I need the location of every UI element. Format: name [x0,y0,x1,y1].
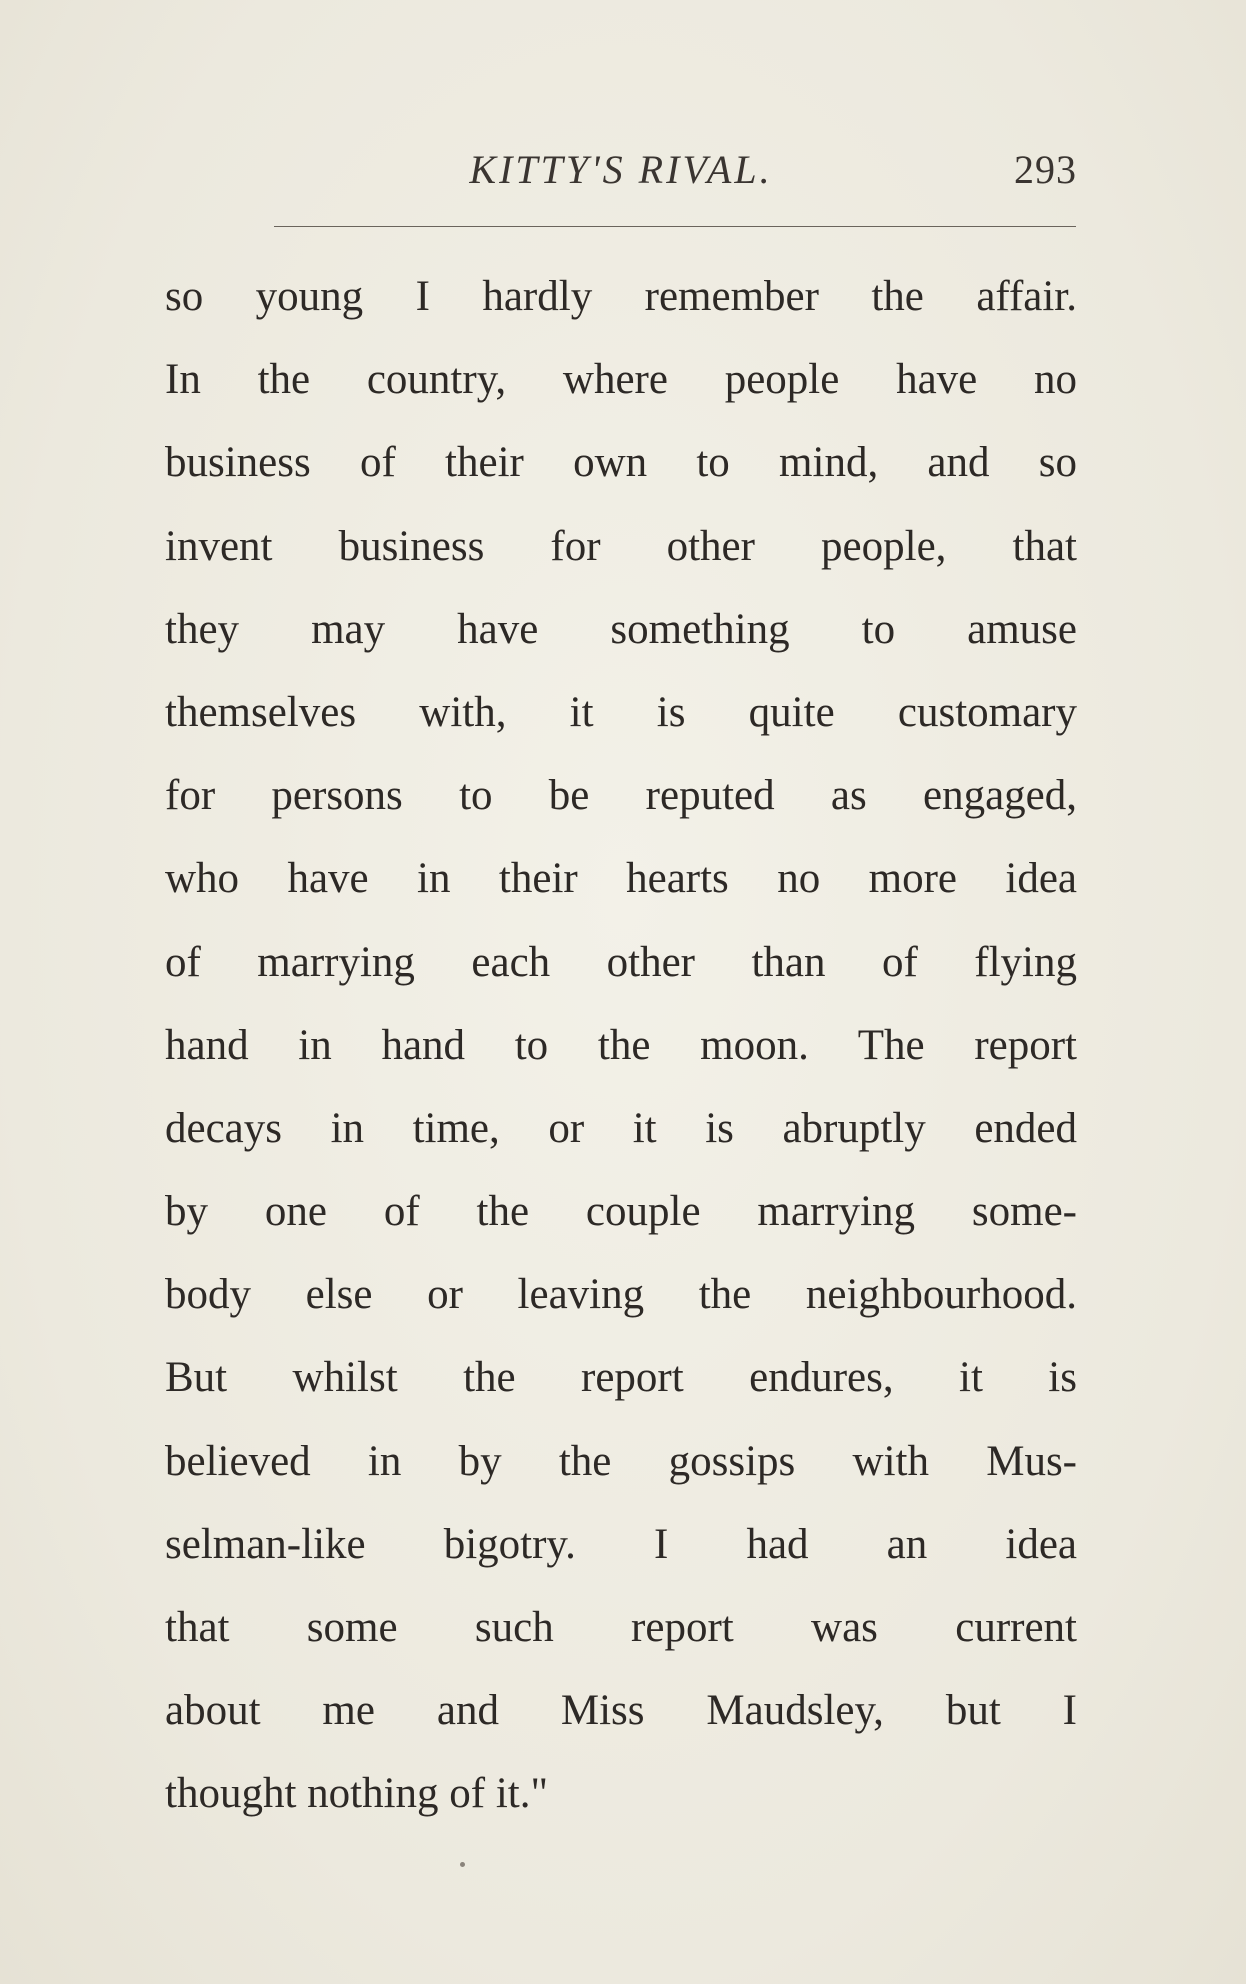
text-line: decays in time, or it is abruptly ended [165,1104,1077,1152]
text-line: about me and Miss Maudsley, but I [165,1687,1077,1735]
text-line: business of their own to mind, and so [165,439,1077,487]
text-line: selman-like bigotry. I had an idea [165,1520,1077,1568]
text-line: believed in by the gossips with Mus- [165,1437,1077,1485]
text-line: hand in hand to the moon. The report [165,1021,1077,1069]
page-header [165,142,1077,202]
body-text [165,255,1077,1836]
ink-speck [460,1862,465,1867]
text-line: for persons to be reputed as engaged, [165,772,1077,820]
text-line: that some such report was current [165,1604,1077,1651]
text-line: who have in their hearts no more idea [165,855,1077,903]
text-line: they may have something to amuse [165,605,1077,653]
text-line: In the country, where people have no [165,356,1077,404]
header-rule [274,226,1076,227]
page-number: 293 [1014,147,1077,192]
text-line: so young I hardly remember the affair. [165,273,1077,320]
running-title: KITTY'S RIVAL. [469,147,773,192]
text-line: invent business for other people, that [165,522,1077,570]
text-line: themselves with, it is quite customary [165,688,1077,736]
text-line: thought nothing of it." [165,1770,549,1818]
text-line: But whilst the report endures, it is [165,1354,1077,1402]
text-line: of marrying each other than of flying [165,938,1077,986]
text-line: body else or leaving the neighbourhood. [165,1271,1077,1319]
text-line: by one of the couple marrying some- [165,1188,1077,1236]
